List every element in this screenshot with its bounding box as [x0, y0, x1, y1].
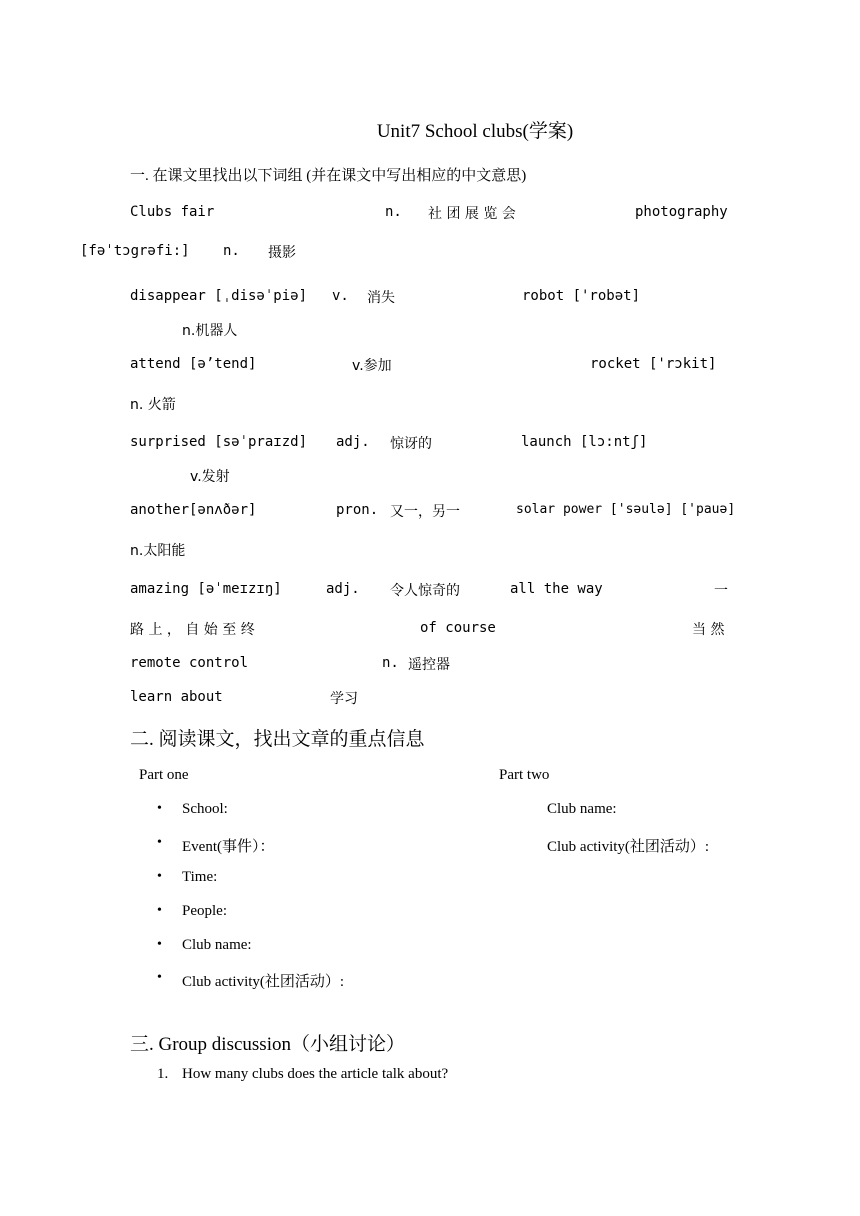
- part-one-item: • Club name:: [182, 937, 252, 954]
- vocab-meaning: 又一，另一: [390, 504, 460, 520]
- vocab-word: learn about: [130, 689, 223, 705]
- question-number: 1.: [157, 1066, 169, 1082]
- vocab-word: another[ənʌðər]: [130, 502, 257, 518]
- vocab-pos: adj.: [336, 434, 370, 450]
- part-one-item: • Time:: [182, 869, 217, 886]
- vocab-meaning: n.机器人: [182, 323, 238, 339]
- section2-heading: 二. 阅读课文，找出文章的重点信息: [130, 729, 425, 750]
- vocab-word: solar power ['səulə] ['pauə]: [516, 502, 736, 517]
- part-one-item: • Event(事件）：: [182, 835, 274, 856]
- vocab-pos: n.: [385, 204, 402, 220]
- vocab-word: robot ['robət]: [522, 288, 641, 304]
- vocab-pos: n.: [382, 655, 399, 671]
- vocab-meaning: 社 团 展 览 会: [428, 206, 516, 222]
- vocab-word: rocket ['rɔkit]: [590, 356, 717, 372]
- part-one-label: Part one: [139, 767, 189, 783]
- part-one-item: • People:: [182, 903, 227, 920]
- vocab-meaning: 惊讶的: [390, 436, 432, 452]
- vocab-word: attend [ə’tend]: [130, 356, 257, 372]
- part-two-item: Club name:: [547, 801, 617, 817]
- vocab-meaning: v.发射: [190, 469, 230, 485]
- vocab-pos: pron.: [336, 502, 379, 518]
- vocab-word: surprised [səˈpraɪzd]: [130, 434, 308, 450]
- vocab-word: of course: [420, 620, 496, 636]
- vocab-word: amazing [əˈmeɪzɪŋ]: [130, 581, 282, 597]
- page-title: Unit7 School clubs(学案): [376, 121, 574, 142]
- vocab-meaning: 摄影: [268, 245, 296, 261]
- vocab-meaning: v.参加: [352, 358, 392, 374]
- vocab-pos: n.: [223, 243, 240, 259]
- vocab-meaning: 一: [714, 583, 728, 599]
- vocab-meaning: n. 火箭: [130, 397, 176, 413]
- vocab-meaning: 消失: [367, 290, 395, 306]
- vocab-meaning: n.太阳能: [130, 543, 186, 559]
- vocab-word: photography: [635, 204, 728, 220]
- part-one-item: • Club activity(社团活动）:: [182, 970, 344, 991]
- vocab-pos: adj.: [326, 581, 360, 597]
- part-two-item: Club activity(社团活动）:: [547, 839, 710, 855]
- vocab-word: all the way: [510, 581, 603, 597]
- vocab-meaning: 学习: [330, 691, 358, 707]
- vocab-word: remote control: [130, 655, 249, 671]
- vocab-meaning: 遥控器: [408, 657, 450, 673]
- part-two-label: Part two: [499, 767, 550, 783]
- vocab-pos: v.: [332, 288, 349, 304]
- vocab-word: Clubs fair: [130, 204, 215, 220]
- vocab-word: launch [lɔ:ntʃ]: [521, 434, 648, 450]
- vocab-phonetic: [fəˈtɔgrəfi:]: [80, 243, 190, 259]
- section3-heading: 三. Group discussion（小组讨论）: [130, 1034, 405, 1055]
- question-text: How many clubs does the article talk about?: [182, 1066, 449, 1082]
- vocab-meaning: 当 然: [692, 622, 725, 638]
- vocab-meaning: 路 上 ， 自 始 至 终: [130, 622, 255, 638]
- section1-heading: 一. 在课文里找出以下词组 (并在课文中写出相应的中文意思): [130, 168, 527, 184]
- part-one-item: • School:: [182, 801, 228, 818]
- vocab-word: disappear [ˌdisəˈpiə]: [130, 288, 308, 304]
- vocab-meaning: 令人惊奇的: [390, 583, 460, 599]
